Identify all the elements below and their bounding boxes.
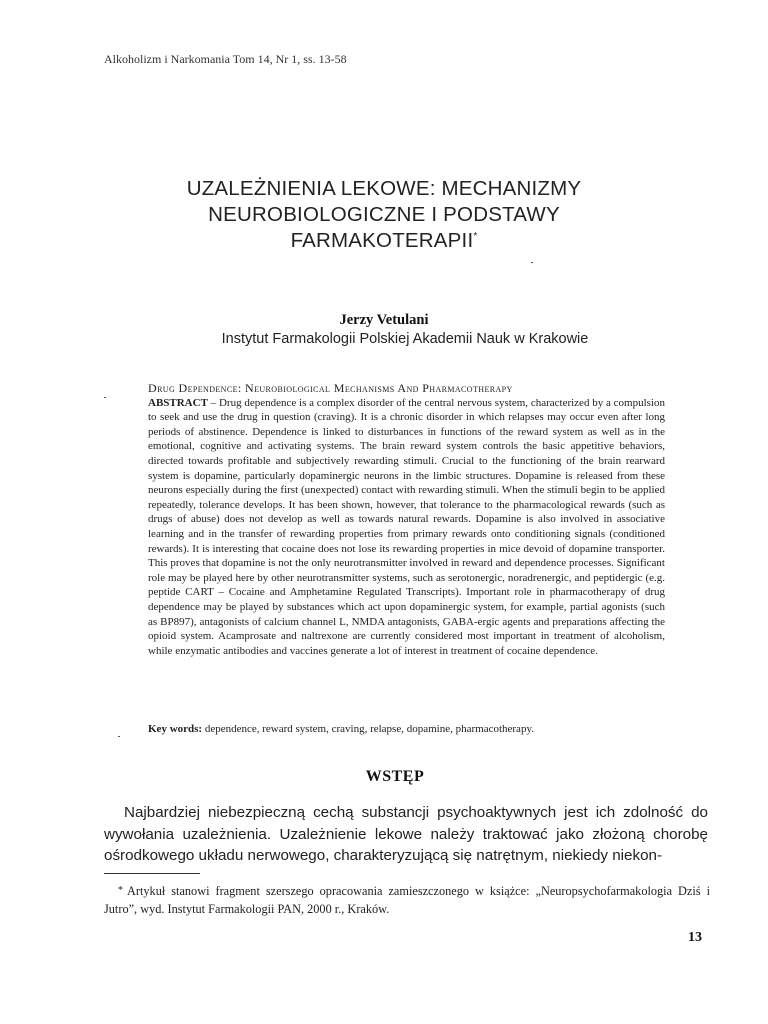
title-footnote-mark: * <box>473 231 478 242</box>
author-name: Jerzy Vetulani <box>339 312 429 328</box>
page-number: 13 <box>688 930 702 945</box>
keywords-text: dependence, reward system, craving, relapse, dopamine, pharmacotherapy. <box>202 723 534 735</box>
author-affiliation: Instytut Farmakologii Polskiej Akademii Nauk w Krakowie <box>221 331 589 347</box>
scan-speck <box>531 262 533 263</box>
section-heading: WSTĘP <box>365 768 425 785</box>
intro-paragraph <box>104 802 708 867</box>
footnote <box>104 882 710 918</box>
abstract-body <box>148 396 665 659</box>
footnote-mark: * <box>118 885 123 896</box>
keywords-label: Key words: <box>148 723 203 735</box>
journal-header: Alkoholizm i Narkomania Tom 14, Nr 1, ss. 13-58 <box>104 52 347 66</box>
scan-speck <box>104 397 106 398</box>
title-line-3-text: FARMAKOTERAPII <box>290 229 474 252</box>
title-line-3 <box>0 228 768 254</box>
article-title <box>0 176 768 254</box>
title-line-1: UZALEŻNIENIA LEKOWE: MECHANIZMY <box>186 177 582 200</box>
intro-text: Najbardziej niebezpieczną cechą substancji psychoaktywnych jest ich zdolność do wywołania uzależnienia. Uzależnienie lekowe należy traktować jako złożoną chorobę ośrodkowego układu nerwowego, charakteryzującą się natrętnym, niekiedy niekon- <box>104 804 708 864</box>
footnote-divider <box>104 873 200 874</box>
abstract-label: ABSTRACT <box>148 396 208 409</box>
keywords <box>148 723 668 735</box>
abstract-title: Drug Dependence: Neurobiological Mechanisms And Pharmacotherapy <box>148 381 513 395</box>
abstract-block <box>148 381 665 658</box>
title-line-2: NEUROBIOLOGICZNE I PODSTAWY <box>208 203 560 226</box>
scan-speck <box>118 736 120 737</box>
abstract-text: – Drug dependence is a complex disorder of the central nervous system, characterized by a compulsion to seek and use the drug in question (craving). It is a chronic disorder in which relapses may occur even after long periods of abstinence. Dependence is linked to disturbances in functions of the reward system as well as in the emotional, cognitive and activating systems. The brain reward system controls the basic appetitive behaviors, directed towards profitable and subjectively rewarding stimuli. Crucial to the functioning of the brain rearward system is dopamine, particularly dopaminergic neurons in the limbic structures. Dopamine is released from these neurons especially during the first (unexpected) contact with rewarding stimuli. When the stimuli begin to be applied repeatedly, tolerance develops. It has been shown, however, that tolerance to the pharmacological rewards (such as drugs of abuse) does not develop as well as towards natural rewards. Dopamine is also involved in associative learning and in the transfer of rewarding properties from primary rewards onto conditioning signals (conditioned rewards). It is interesting that cocaine does not lose its rewarding properties in mice devoid of dopamine transporter. This proves that dopamine is not the only neurotransmitter involved in reward and dependence processes. Significant role may be played here by other neurotransmitter systems, such as serotonergic, noradrenergic, and peptidergic (e.g. peptide CART – Cocaine and Amphetamine Regulated Transcripts). Important role in pharmacotherapy of drug dependence may be played by substances which act upon dopaminergic system, for example, partial agonists (such as BP897), antagonists of calcium channel L, NMDA antagonists, GABA-ergic agents and preparations affecting the opioid system. Acamprosate and naltrexone are currently considered most important in treatment of alcoholism, while enzymatic antibodies and vaccines generate a lot of interest in treatment of cocaine dependence. <box>148 396 665 657</box>
footnote-text: Artykuł stanowi fragment szerszego opracowania zamieszczonego w książce: „Neuropsychofarmakologia Dziś i Jutro”, wyd. Instytut Farmakologii PAN, 2000 r., Kraków. <box>104 884 710 916</box>
